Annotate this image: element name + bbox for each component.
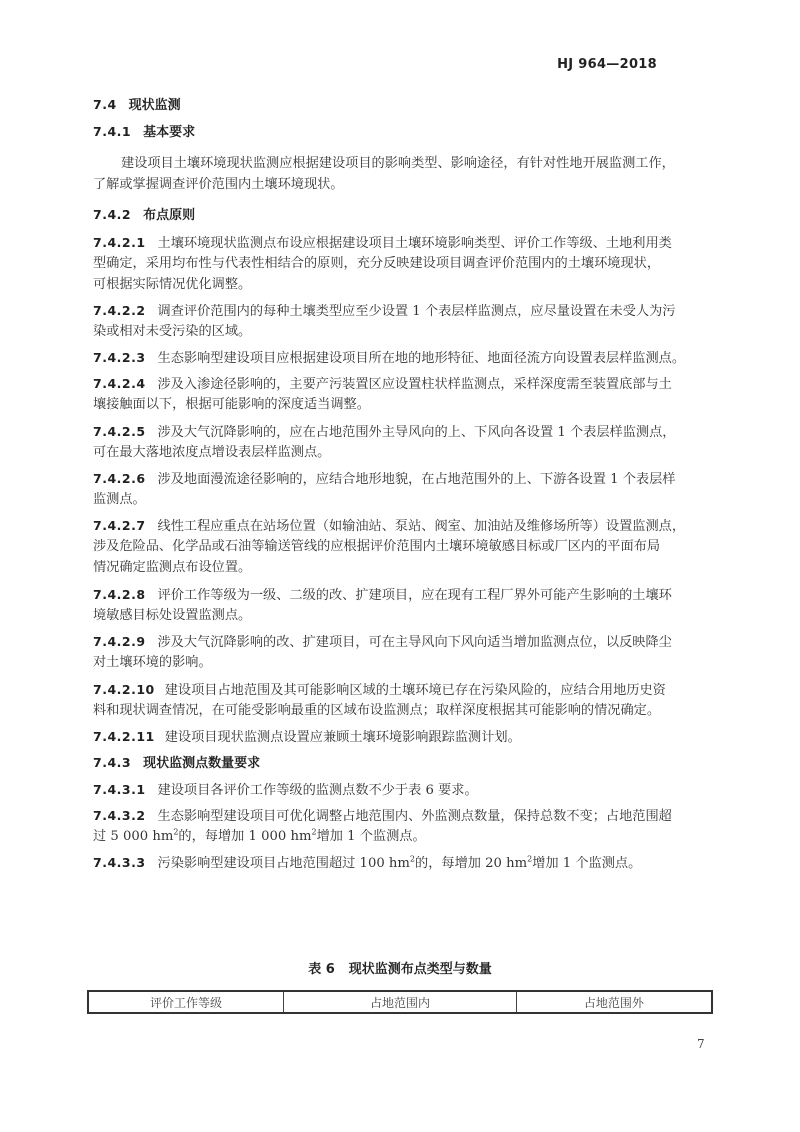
clause-7-4-2-8 [93,584,713,606]
superscript: 2 [409,854,416,864]
clause-line: 可根据实际情况优化调整。 [93,277,252,292]
clause-number: 7.4.2.1 [93,235,146,250]
text-fragment: 的，每增加 1 000 hm [178,829,312,844]
clause-text: 土壤环境现状监测点布设应根据建设项目土壤环境影响类型、评价工作等级、土地利用类 [157,236,672,251]
clause-line [93,826,713,847]
clause-text: 生态影响型建设项目应根据建设项目所在地的地形特征、地面径流方向设置表层样监测点。 [157,351,686,366]
clause-text: 涉及入渗途径影响的，主要产污装置区应设置柱状样监测点，采样深度需至装置底部与土 [157,377,672,392]
clause-number: 7.4.2.5 [93,424,146,439]
clause-number: 7.4.2.4 [93,376,146,391]
clause-line: 染或相对未受污染的区域。 [93,324,252,339]
clause-line: 对土壤环境的影响。 [93,655,212,670]
paragraph-line: 建设项目土壤环境现状监测应根据建设项目的影响类型、影响途径，有针对性地开展监测工作， [121,156,675,171]
clause-number: 7.4.2.7 [93,518,146,533]
superscript: 2 [527,854,533,864]
clause-text: 建设项目占地范围及其可能影响区域的土壤环境已存在污染风险的，应结合用地历史资 [164,683,666,698]
clause-7-4-3-1 [93,779,713,801]
clause-text: 生态影响型建设项目可优化调整占地范围内、外监测点数量，保持总数不变；占地范围超 [157,809,672,824]
clause-7-4-2-2 [93,300,713,322]
table-label: 表 6 [308,962,335,977]
superscript: 2 [311,827,317,837]
section-heading-7-4 [93,94,713,116]
section-heading-7-4-3 [93,752,713,774]
clause-line: 壤接触面以下，根据可能影响的深度适当调整。 [93,397,370,412]
paragraph-line: 了解或掌握调查评价范围内土壤环境现状。 [93,177,344,192]
clause-text: 线性工程应重点在站场位置（如输油站、泵站、阀室、加油站及维修场所等）设置监测点， [157,519,686,534]
clause-7-4-2-1 [93,232,713,254]
superscript: 2 [173,827,179,837]
table-header-cell: 评价工作等级 [88,991,284,1013]
clause-7-4-2-4 [93,373,713,395]
table-6 [87,990,713,1014]
clause-number: 7.4.3.2 [93,808,146,823]
clause-number: 7.4.2.3 [93,350,146,365]
clause-number: 7.4.2.2 [93,303,146,318]
text-fragment: 增加 1 个监测点。 [316,829,426,844]
standard-number: HJ 964—2018 [557,57,657,72]
clause-7-4-3-2 [93,805,713,827]
text-fragment: 污染影响型建设项目占地范围超过 100 hm [157,856,410,871]
clause-7-4-2-5 [93,421,713,443]
section-number: 7.4.1 [93,124,132,139]
clause-line: 监测点。 [93,492,146,507]
clause-number: 7.4.3.1 [93,782,146,797]
text-fragment: 的，每增加 20 hm [415,856,528,871]
clause-text: 评价工作等级为一级、二级的改、扩建项目，应在现有工程厂界外可能产生影响的土壤环 [157,588,672,603]
section-title: 布点原则 [143,208,196,223]
table-caption [0,958,800,977]
section-title: 现状监测 [128,98,181,113]
clause-7-4-2-10 [93,679,713,701]
clause-number: 7.4.2.8 [93,587,146,602]
clause-7-4-2-9 [93,631,713,653]
clause-7-4-3-3 [93,852,713,874]
clause-line: 料和现状调查情况，在可能受影响最重的区域布设监测点；取样深度根据其可能影响的情况确定。 [93,703,661,718]
clause-text: 涉及大气沉降影响的，应在占地范围外主导风向的上、下风向各设置 1 个表层样监测点， [157,425,676,440]
clause-text: 涉及大气沉降影响的改、扩建项目，可在主导风向下风向适当增加监测点位，以反映降尘 [157,635,672,650]
clause-text: 建设项目各评价工作等级的监测点数不少于表 6 要求。 [157,783,478,798]
section-title: 基本要求 [143,125,196,140]
section-heading-7-4-2 [93,204,713,226]
clause-number: 7.4.2.9 [93,634,146,649]
table-header-row [88,991,712,1013]
clause-text: 建设项目现状监测点设置应兼顾土壤环境影响跟踪监测计划。 [164,730,521,745]
clause-number: 7.4.2.11 [93,729,155,744]
clause-line: 涉及危险品、化学品或石油等输送管线的应根据评价范围内土壤环境敏感目标或厂区内的平面布局 [93,539,661,554]
clause-number: 7.4.2.10 [93,682,155,697]
clause-number: 7.4.2.6 [93,471,146,486]
text-fragment: 过 5 000 hm [93,829,174,844]
clause-7-4-2-11 [93,726,713,748]
clause-line: 型确定，采用均布性与代表性相结合的原则，充分反映建设项目调查评价范围内的土壤环境现状， [93,256,661,271]
clause-text: 调查评价范围内的每种土壤类型应至少设置 1 个表层样监测点，应尽量设置在未受人为污 [157,304,676,319]
clause-line: 情况确定监测点布设位置。 [93,560,252,575]
section-number: 7.4.2 [93,207,132,222]
table-header-cell: 占地范围外 [516,991,712,1013]
clause-7-4-2-7 [93,515,713,537]
page-number: 7 [697,1037,705,1051]
clause-7-4-2-6 [93,468,713,490]
clause-text: 涉及地面漫流途径影响的，应结合地形地貌，在占地范围外的上、下游各设置 1 个表层样 [157,472,676,487]
text-fragment: 增加 1 个监测点。 [532,856,642,871]
section-number: 7.4.3 [93,755,132,770]
section-heading-7-4-1 [93,121,713,143]
clause-number: 7.4.3.3 [93,855,146,870]
section-title: 现状监测点数量要求 [143,756,261,771]
table-header-cell: 占地范围内 [284,991,517,1013]
table-title: 现状监测布点类型与数量 [348,962,492,977]
clause-7-4-2-3 [93,347,713,369]
clause-line: 境敏感目标处设置监测点。 [93,608,252,623]
section-number: 7.4 [93,97,117,112]
clause-line: 可在最大落地浓度点增设表层样监测点。 [93,445,331,460]
